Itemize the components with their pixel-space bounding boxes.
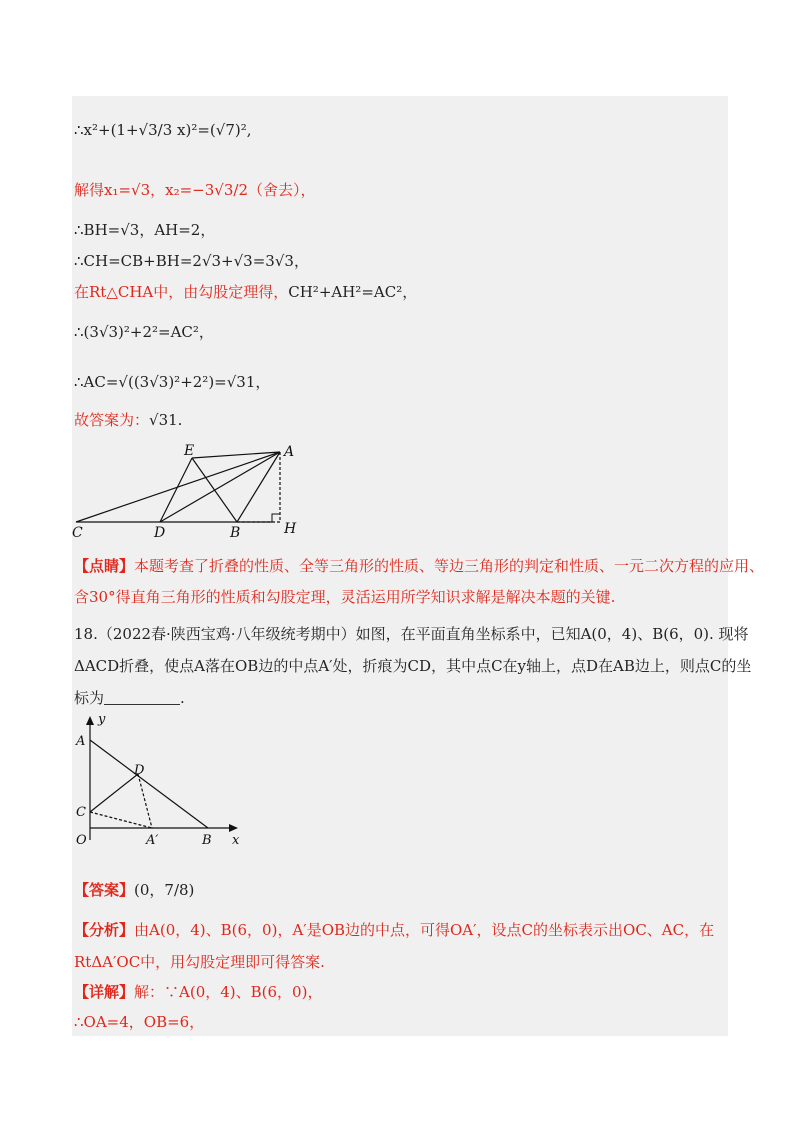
answer-blank: [104, 690, 180, 705]
answer-prefix: 故答案为：: [74, 411, 150, 429]
detail-line-1: [74, 982, 322, 1002]
line-eb: [192, 458, 237, 522]
y-axis-arrow: [86, 716, 94, 725]
right-angle-mark: [272, 514, 280, 522]
ch-line: ∴CH=CB+BH=2√3+√3=3√3，: [74, 252, 309, 270]
comment-line-2: 含30°得直角三角形的性质和勾股定理，灵活运用所学知识求解是解决本题的关键.: [74, 588, 616, 606]
problem-line-3: 标为 .: [74, 689, 185, 707]
label-o: O: [76, 833, 87, 848]
label-a: A: [284, 444, 295, 460]
x-axis-arrow: [229, 824, 238, 832]
label-b2: B: [202, 833, 212, 848]
label-c: C: [72, 525, 83, 540]
detail-tag: 【详解】: [74, 983, 135, 1001]
rt-equation: CH²+AH²=AC²，: [288, 283, 418, 301]
answer-value: √31.: [149, 411, 183, 429]
label-b: B: [230, 525, 241, 540]
line-ba: [237, 452, 280, 522]
analysis-line-2: RtΔA′OC中，用勾股定理即可得答案.: [74, 953, 325, 971]
discard-note: （舍去）: [248, 181, 301, 199]
answer-coordinate: (0，7/8): [134, 881, 195, 899]
solve-text: 解得x₁=√3，x₂=−3√3/2: [74, 181, 248, 199]
square-equation-line: ∴(3√3)²+2²=AC²，: [74, 323, 214, 341]
folding-figure-1: [72, 440, 312, 540]
equation-line-1: ∴x²+(1+√3/3 x)²=(√7)²,: [74, 121, 252, 139]
detail-text-1: 解：∵A(0，4)、B(6，0)，: [134, 983, 323, 1001]
label-d: D: [154, 525, 166, 540]
label-c2: C: [76, 805, 86, 820]
solve-comma: ，: [300, 181, 316, 199]
label-a-prime: A′: [146, 833, 159, 848]
solve-line: [74, 180, 316, 200]
segment-ca-prime: [90, 812, 152, 828]
comment-line-1: [74, 556, 764, 576]
answer-tag: 【答案】: [74, 881, 135, 899]
label-d2: D: [134, 763, 145, 778]
analysis-tag: 【分析】: [74, 921, 135, 939]
segment-cd: [90, 774, 138, 812]
answer-section: [74, 880, 194, 900]
comment-text-1: 本题考查了折叠的性质、全等三角形的性质、等边三角形的判定和性质、一元二次方程的应用、: [134, 557, 765, 575]
analysis-text-1: 由A(0，4)、B(6，0)，A′是OB边的中点，可得OA′，设点C的坐标表示出OC、AC，在: [134, 921, 715, 939]
coordinate-figure-2: [72, 712, 252, 852]
rt-line: [74, 282, 417, 302]
problem-line-3-text: 标为: [74, 689, 105, 707]
problem-line-2: ΔACD折叠，使点A落在OB边的中点A′处，折痕为CD，其中点C在y轴上，点D在AB边上，则点C的坐: [74, 657, 752, 675]
label-y: y: [98, 712, 106, 727]
label-x: x: [232, 833, 240, 848]
label-e: E: [184, 443, 195, 459]
label-a2: A: [76, 734, 86, 749]
rt-prefix: 在Rt△CHA中，由勾股定理得，: [74, 283, 289, 301]
detail-line-2: ∴OA=4，OB=6，: [74, 1013, 205, 1031]
analysis-line-1: [74, 920, 714, 940]
label-h: H: [284, 521, 297, 537]
segment-da-prime: [138, 774, 152, 828]
answer-line: [74, 410, 182, 430]
ac-line: ∴AC=√((3√3)²+2²)=√31，: [74, 373, 271, 391]
problem-line-1: 18.（2022春·陕西宝鸡·八年级统考期中）如图，在平面直角坐标系中，已知A(0，4)、B(6，0). 现将: [74, 625, 749, 643]
comment-tag: 【点睛】: [74, 557, 135, 575]
bh-ah-line: ∴BH=√3，AH=2，: [74, 221, 216, 239]
